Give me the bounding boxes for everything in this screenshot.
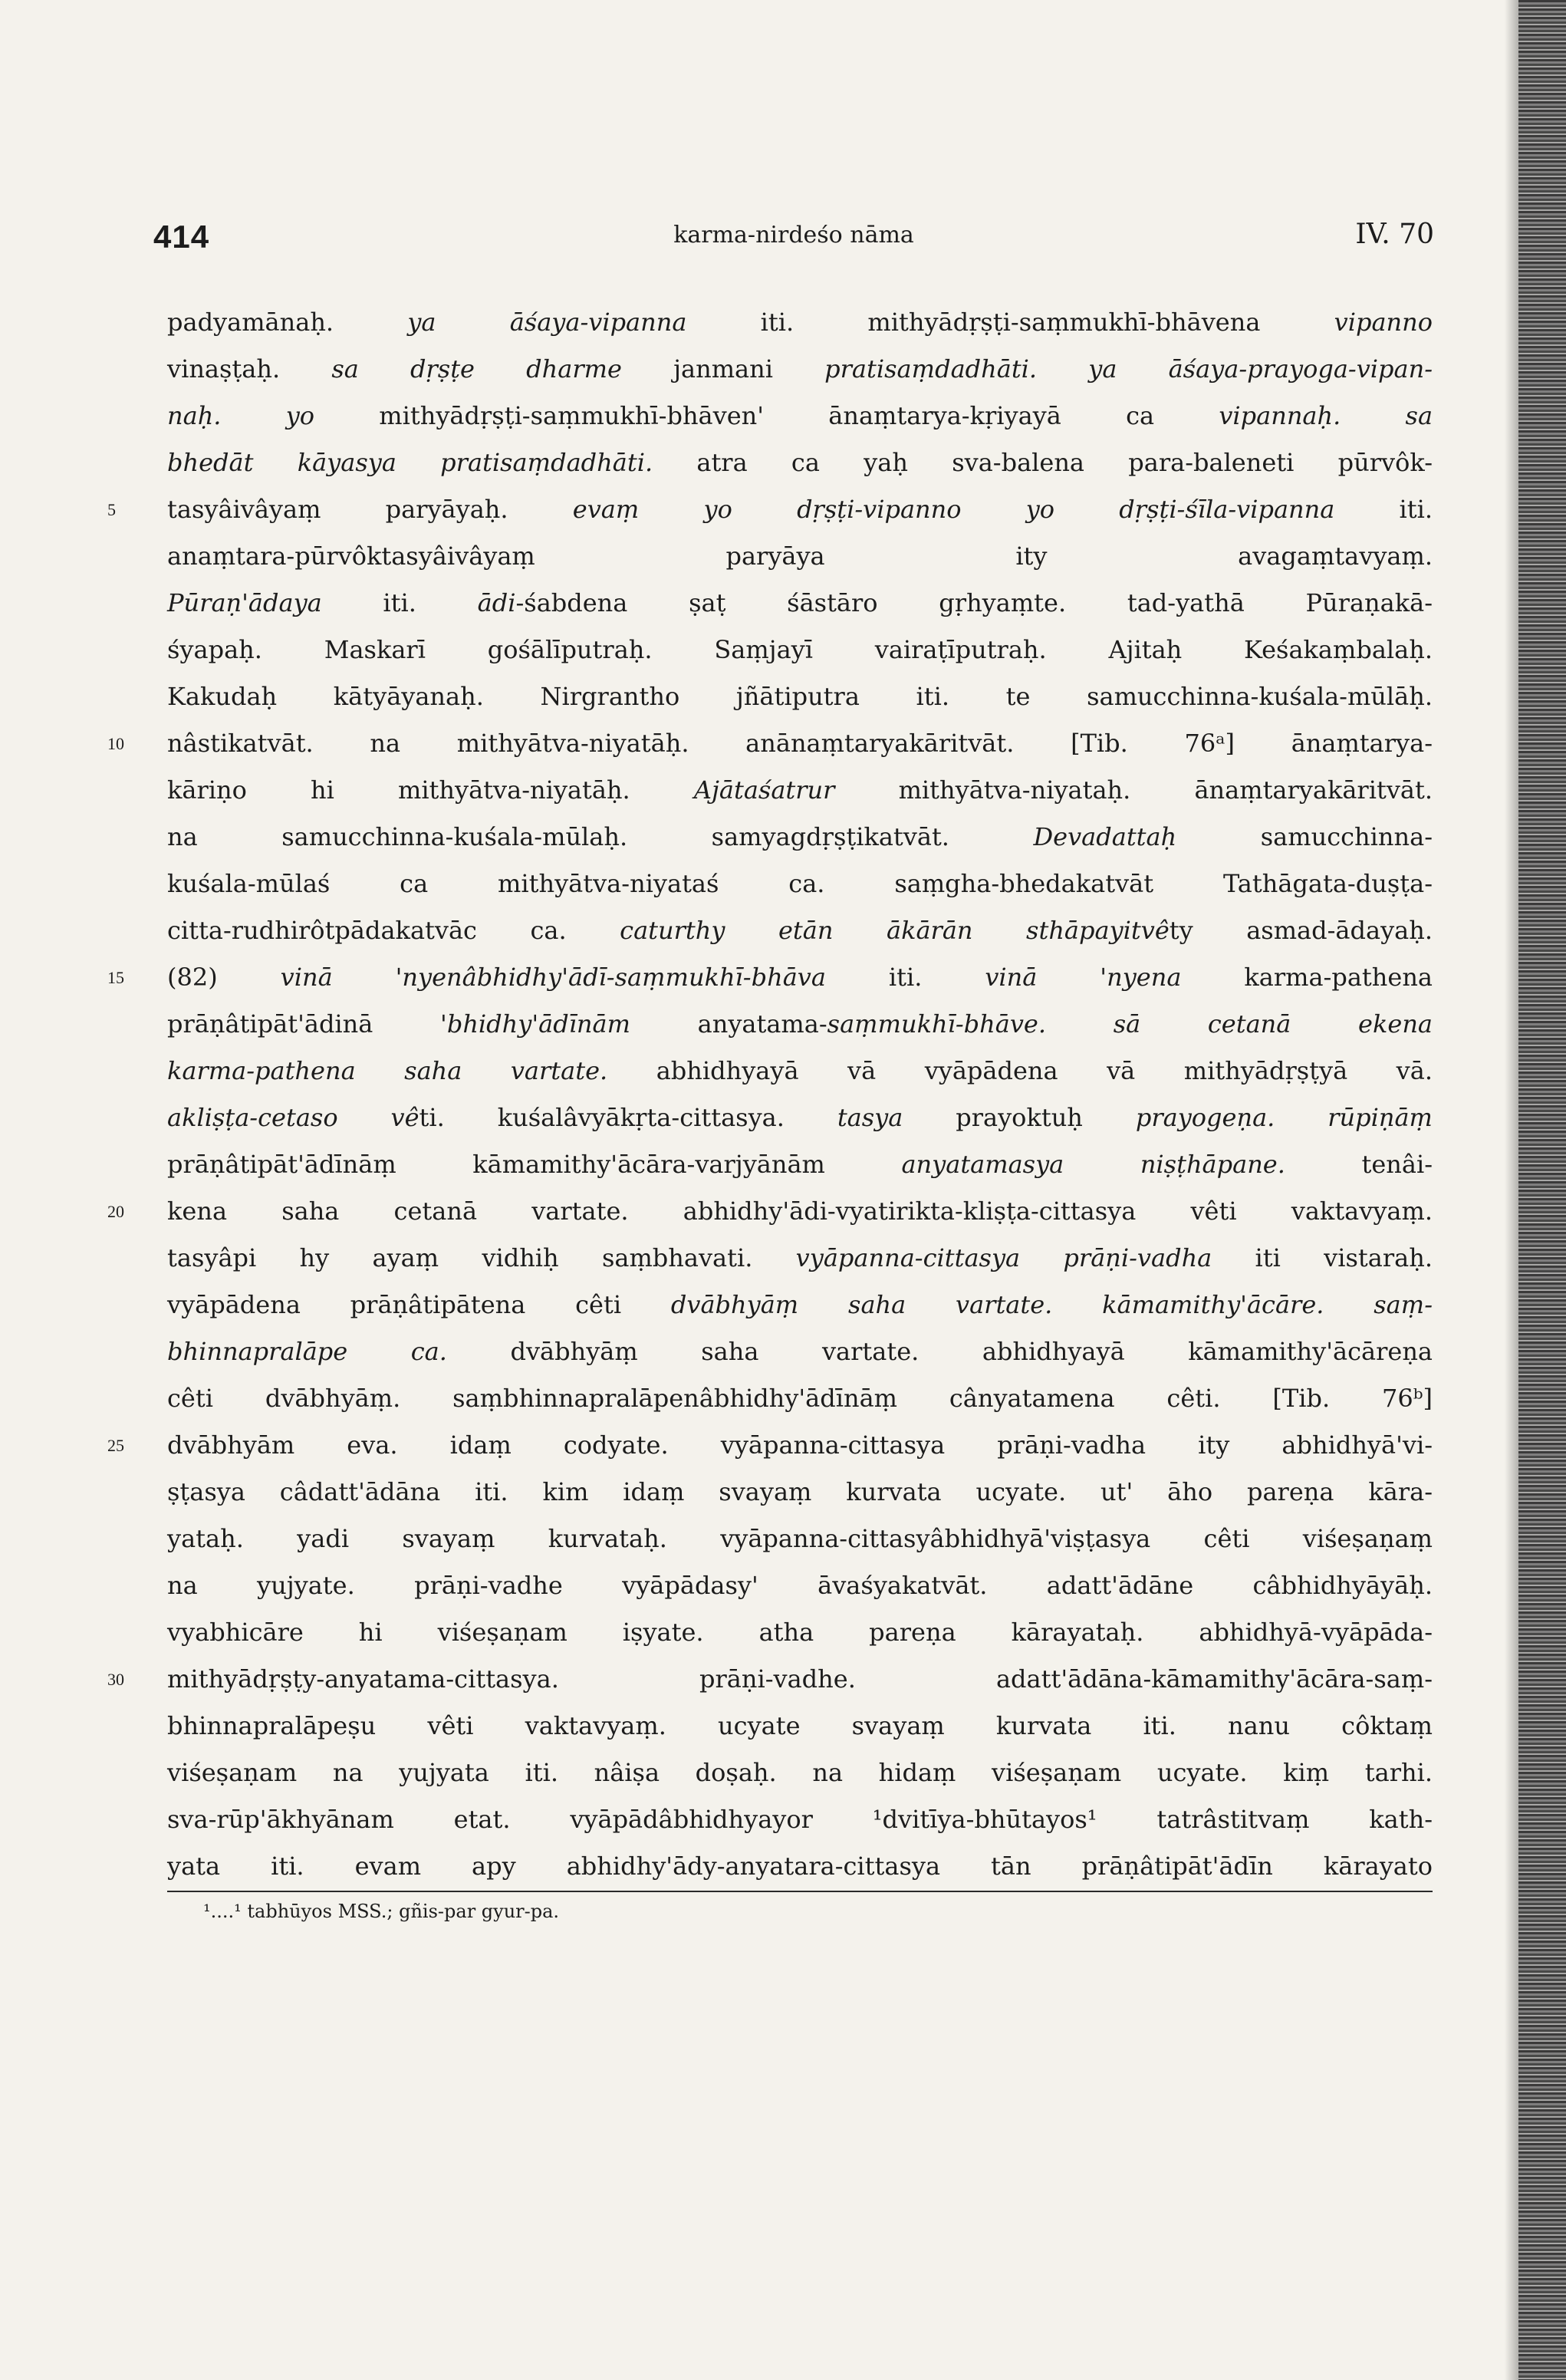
italic-segment: tasya xyxy=(837,1103,903,1132)
text-line xyxy=(107,1422,1433,1469)
text-segment: mithyādṛṣṭy-anyatama-cittasya. prāṇi-vadhe. adatt'ādāna-kāmamithy'ācāra-saṃ- xyxy=(167,1664,1433,1694)
text-segment: prāṇâtipāt'ādinā xyxy=(167,1009,441,1039)
text-line xyxy=(107,720,1433,767)
text-line xyxy=(167,1843,1433,1890)
text-segment: janmani xyxy=(621,354,825,383)
text-line xyxy=(107,954,1433,1001)
text-segment: iti vistaraḥ. xyxy=(1212,1243,1433,1272)
text-segment: dvābhyāṃ saha vartate. abhidhyayā kāmamithy'ācāreṇa xyxy=(446,1337,1433,1366)
text-segment: -śabdena ṣaṭ śāstāro gṛhyaṃte. tad-yathā Pūraṇakā- xyxy=(515,588,1433,617)
italic-segment: ādi xyxy=(477,588,516,617)
italic-segment: vyāpanna-cittasya prāṇi-vadha xyxy=(795,1243,1212,1272)
italic-segment: Pūraṇ'ādaya xyxy=(167,588,322,617)
binding-shadow xyxy=(1505,0,1518,2380)
main-text xyxy=(107,299,1433,1890)
italic-segment: vinā 'nyenâbhidhy'ādī-saṃmukhī-bhāva xyxy=(280,963,826,992)
text-segment: kena saha cetanā vartate. abhidhy'ādi-vyatirikta-kliṣṭa-cittasya vêti vaktavyaṃ. xyxy=(167,1197,1433,1226)
text-line xyxy=(167,814,1433,861)
text-line xyxy=(167,1516,1433,1562)
text-line xyxy=(167,767,1433,814)
text-line xyxy=(167,1562,1433,1609)
text-line xyxy=(167,439,1433,486)
text-segment: na samucchinna-kuśala-mūlaḥ. samyagdṛṣṭikatvāt. xyxy=(167,822,1034,851)
text-segment: mithyātva-niyataḥ. ānaṃtaryakāritvāt. xyxy=(834,775,1433,805)
text-line xyxy=(167,1750,1433,1796)
text-line xyxy=(167,1796,1433,1843)
text-line xyxy=(167,1048,1433,1095)
text-segment: na yujyate. prāṇi-vadhe vyāpādasy' āvaśyakatvāt. adatt'ādāne câbhidhyāyāḥ. xyxy=(167,1571,1433,1600)
text-line xyxy=(107,1656,1433,1703)
italic-segment: Ajātaśatrur xyxy=(693,775,835,805)
text-segment: prayoktuḥ xyxy=(903,1103,1136,1132)
text-segment: citta-rudhirôtpādakatvāc ca. xyxy=(167,916,620,945)
text-segment: padyamānaḥ. xyxy=(167,308,408,337)
italic-segment: ya āśaya-vipanna xyxy=(407,308,687,337)
text-segment: ṣṭasya câdatt'ādāna iti. kim idaṃ svayaṃ kurvata ucyate. ut' āho pareṇa kāra- xyxy=(167,1477,1433,1506)
text-line xyxy=(167,1328,1433,1375)
text-segment: viśeṣaṇam na yujyata iti. nâiṣa doṣaḥ. na hidaṃ viśeṣaṇam ucyate. kiṃ tarhi. xyxy=(167,1758,1433,1787)
text-line xyxy=(167,1703,1433,1750)
text-segment: tasyâpi hy ayaṃ vidhiḥ saṃbhavati. xyxy=(167,1243,796,1272)
text-line xyxy=(167,1141,1433,1188)
page-number: 414 xyxy=(153,219,210,255)
text-segment: vyabhicāre hi viśeṣaṇam iṣyate. atha pareṇa kārayataḥ. abhidhyā-vyāpāda- xyxy=(167,1618,1433,1647)
text-line xyxy=(167,299,1433,346)
text-line xyxy=(107,486,1433,533)
text-line xyxy=(167,907,1433,954)
text-segment: bhinnapralāpeṣu vêti vaktavyaṃ. ucyate svayaṃ kurvata iti. nanu côktaṃ xyxy=(167,1711,1433,1740)
text-segment: (82) xyxy=(167,963,281,992)
text-segment: iti. xyxy=(321,588,478,617)
italic-segment: pratisaṃdadhāti. ya āśaya-prayoga-vipan- xyxy=(824,354,1433,383)
italic-segment: naḥ. yo xyxy=(167,401,315,430)
text-line xyxy=(167,346,1433,393)
line-number: 10 xyxy=(107,734,124,753)
text-segment: vinaṣṭaḥ. xyxy=(167,354,332,383)
line-number: 30 xyxy=(107,1670,124,1689)
running-title: karma-nirdeśo nāma xyxy=(673,222,914,249)
italic-segment: prayogeṇa. rūpiṇāṃ xyxy=(1135,1103,1433,1132)
text-segment: sva-rūp'ākhyānam etat. vyāpādâbhidhyayor ¹dvitīya-bhūtayos¹ tatrâstitvaṃ kath- xyxy=(167,1805,1433,1834)
text-line xyxy=(167,1469,1433,1516)
text-line xyxy=(167,1001,1433,1048)
text-segment: cêti dvābhyāṃ. saṃbhinnapralāpenâbhidhy'ādīnāṃ cânyatamena cêti. [Tib. 76ᵇ] xyxy=(167,1384,1433,1413)
italic-segment: evaṃ yo dṛṣṭi-vipanno yo dṛṣṭi-śīla-vipanna xyxy=(572,495,1335,524)
text-segment: dvābhyām eva. idaṃ codyate. vyāpanna-cittasya prāṇi-vadha ity abhidhyā'vi- xyxy=(167,1430,1433,1460)
text-segment: anyatama- xyxy=(630,1009,827,1039)
text-segment: ty asmad-ādayaḥ. xyxy=(1169,916,1433,945)
italic-segment: bhedāt kāyasya pratisaṃdadhāti. xyxy=(167,448,653,477)
italic-segment: 'bhidhy'ādīnām xyxy=(440,1009,630,1039)
italic-segment: caturthy etān ākārān sthāpayitvê xyxy=(620,916,1170,945)
italic-segment: akliṣṭa-cetaso vê xyxy=(167,1103,419,1132)
text-segment: mithyādṛṣṭi-saṃmukhī-bhāven' ānaṃtarya-kṛiyayā ca xyxy=(314,401,1219,430)
italic-segment: vinā 'nyena xyxy=(985,963,1182,992)
text-segment: prāṇâtipāt'ādīnāṃ kāmamithy'ācāra-varjyānām xyxy=(167,1150,902,1179)
text-line xyxy=(167,627,1433,673)
text-segment: tenâi- xyxy=(1285,1150,1433,1179)
italic-segment: bhinnapralāpe ca. xyxy=(167,1337,447,1366)
text-segment: abhidhyayā vā vyāpādena vā mithyādṛṣṭyā vā. xyxy=(607,1056,1433,1085)
text-line xyxy=(167,1095,1433,1141)
text-segment: iti. xyxy=(1334,495,1433,524)
italic-segment: anyatamasya niṣṭhāpane. xyxy=(901,1150,1285,1179)
text-line xyxy=(167,1375,1433,1422)
book-spine xyxy=(1518,0,1566,2380)
page-header xyxy=(153,219,1434,265)
text-segment: ti. kuśalâvyākṛta-cittasya. xyxy=(419,1103,837,1132)
text-segment: yataḥ. yadi svayaṃ kurvataḥ. vyāpanna-cittasyâbhidhyā'viṣṭasya cêti viśeṣaṇaṃ xyxy=(167,1524,1433,1553)
text-line xyxy=(167,1282,1433,1328)
text-segment: kuśala-mūlaś ca mithyātva-niyataś ca. saṃgha-bhedakatvāt Tathāgata-duṣṭa- xyxy=(167,869,1433,898)
text-line xyxy=(167,861,1433,907)
text-segment: vyāpādena prāṇâtipātena cêti xyxy=(167,1290,671,1319)
italic-segment: vipanno xyxy=(1334,308,1433,337)
text-line xyxy=(107,1188,1433,1235)
text-segment: karma-pathena xyxy=(1181,963,1433,992)
line-number: 20 xyxy=(107,1202,124,1221)
text-line xyxy=(167,1235,1433,1282)
line-number: 15 xyxy=(107,968,124,987)
text-segment: iti. mithyādṛṣṭi-saṃmukhī-bhāvena xyxy=(686,308,1334,337)
text-segment: śyapaḥ. Maskarī gośālīputraḥ. Saṃjayī vairaṭīputraḥ. Ajitaḥ Keśakaṃbalaḥ. xyxy=(167,635,1433,664)
italic-segment: karma-pathena saha vartate. xyxy=(167,1056,608,1085)
text-line xyxy=(167,393,1433,439)
text-line xyxy=(167,533,1433,580)
text-line xyxy=(167,580,1433,627)
line-number: 25 xyxy=(107,1436,124,1455)
text-segment: nâstikatvāt. na mithyātva-niyatāḥ. anānaṃtaryakāritvāt. [Tib. 76ᵃ] ānaṃtarya- xyxy=(167,729,1433,758)
italic-segment: saṃmukhī-bhāve. sā cetanā ekena xyxy=(827,1009,1433,1039)
footnote-rule xyxy=(167,1891,1433,1892)
footnote: ¹....¹ tabhūyos MSS.; gñis-par gyur-pa. xyxy=(203,1901,560,1922)
text-segment: tasyâivâyaṃ paryāyaḥ. xyxy=(167,495,573,524)
text-line xyxy=(167,673,1433,720)
italic-segment: vipannaḥ. sa xyxy=(1219,401,1433,430)
text-segment: yata iti. evam apy abhidhy'ādy-anyatara-cittasya tān prāṇâtipāt'ādīn kārayato xyxy=(167,1852,1433,1881)
text-segment: atra ca yaḥ sva-balena para-baleneti pūrvôk- xyxy=(653,448,1433,477)
text-line xyxy=(167,1609,1433,1656)
text-segment: anaṃtara-pūrvôktasyâivâyaṃ paryāya ity avagaṃtavyaṃ. xyxy=(167,542,1433,571)
text-segment: samucchinna- xyxy=(1176,822,1433,851)
italic-segment: dvābhyāṃ saha vartate. kāmamithy'ācāre. saṃ- xyxy=(670,1290,1433,1319)
text-segment: kāriṇo hi mithyātva-niyatāḥ. xyxy=(167,775,694,805)
italic-segment: sa dṛṣṭe dharme xyxy=(331,354,622,383)
section-reference: IV. 70 xyxy=(1355,219,1434,250)
italic-segment: Devadattaḥ xyxy=(1033,822,1177,851)
text-segment: Kakudaḥ kātyāyanaḥ. Nirgrantho jñātiputra iti. te samucchinna-kuśala-mūlāḥ. xyxy=(167,682,1433,711)
text-segment: iti. xyxy=(825,963,985,992)
line-number: 5 xyxy=(107,500,116,519)
